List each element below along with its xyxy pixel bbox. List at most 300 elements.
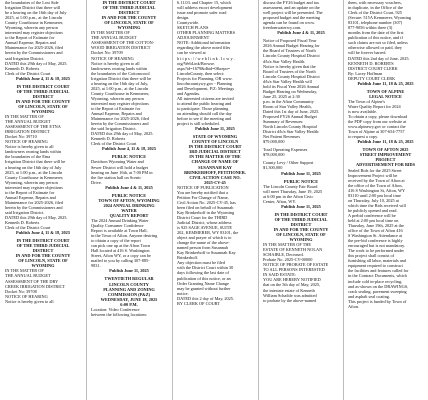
- notice-text-line: County Levy / Other Support: [263, 160, 314, 166]
- notice-text-line: Thursday, June 19th, 2025 at the: [348, 223, 404, 229]
- notice-text-line: Notice of Proposed Fiscal Year: [263, 38, 317, 44]
- notice-heading: IN THE DISTRICT COURT: [102, 0, 156, 5]
- notice-text-line: NOTICE OF PROBATE OF ESTATE: [263, 262, 329, 268]
- notice-text-line: freedomwaterwy.com.: [263, 25, 302, 31]
- notice-heading: WEDNESDAY, JUNE 18, 2025: [100, 296, 158, 302]
- notice-text-line: the said Irrigation District.: [91, 126, 137, 132]
- notice-text-line: will address escort development: [177, 5, 233, 11]
- notice-text-line: LincolnCounty, then select:: [177, 70, 225, 76]
- notice-text-line: SCHAIBLE, Deceased.: [263, 252, 304, 258]
- column-3: [174, 0, 256, 400]
- notice-text-line: Board of Trustees of the North: [263, 68, 316, 74]
- notice-heading: WYOMING: [117, 25, 141, 31]
- notice-text-line: Maintenance for 2025-2026, filed: [5, 45, 63, 51]
- notice-text-line: By: Lacey Hoffman: [348, 70, 383, 76]
- notice-text-line: in duplicate, in the Office of the: [348, 5, 403, 11]
- notice-text-line: THE ANNUAL BUDGET: [91, 35, 137, 41]
- notice-text-line: SKETCH PLANS: [177, 25, 209, 31]
- notice-heading: 2025-CV-45: [204, 179, 226, 185]
- notice-text-line: Wyoming, wherein any person: [5, 25, 58, 31]
- notice-heading: IN AND FOR THE COUNTY: [15, 98, 71, 104]
- notice-text-line: DATED this 29th day of May, 2025.: [5, 214, 68, 220]
- notice-text-line: aspx?id=1679&dbid=0&repo=: [177, 65, 231, 71]
- notice-text-line: (Secure: 515A Kemmerer, Wyoming: [348, 15, 411, 21]
- column-4: [260, 0, 342, 400]
- notice-heading: CIVIL ACTION CASE NO.: [189, 174, 241, 180]
- notice-text-line: Irrigation District that there will: [5, 5, 61, 11]
- notice-text-line: interested may register objections: [5, 184, 63, 190]
- publish-line: Publish June 4, 11 & 18, 2025: [16, 75, 70, 81]
- notice-text-line: 9831.: [91, 263, 101, 269]
- notice-text-line: to attend the public hearing and: [177, 100, 232, 106]
- notice-heading: IN THE DISTRICT COURT: [274, 211, 328, 217]
- notice-text-line: Notice is hereby given to all: [5, 144, 54, 150]
- notice-heading: PUBLIC NOTICE: [111, 154, 147, 160]
- notice-heading: OF LINCOLN, STATE OF: [276, 232, 326, 238]
- notice-text-line: months from the date of the first: [348, 30, 404, 36]
- notice-text-line: can pick one up at the Afton Town: [91, 243, 151, 249]
- notice-text-line: The Lincoln County Fair Board: [263, 183, 318, 189]
- notice-text-line: the pre-bid conference is highly: [348, 238, 403, 244]
- publish-line: Publish June 4 & 11, 2025: [277, 30, 325, 36]
- notice-text-line: Street, Afton WY, or a copy can be: [91, 253, 151, 259]
- notice-text-line: NOTE: Additional information: [177, 40, 231, 46]
- notice-text-line: with the District Court within 30: [177, 265, 234, 271]
- notice-text-line: DISTRICT COURT CLERK: [348, 65, 398, 71]
- notice-text-line: The work to be performed under: [348, 248, 404, 254]
- notice-text-line: lincolncountywy.gov - Planning: [177, 80, 232, 86]
- notice-text-line: Clerk of the District Court: [5, 70, 51, 76]
- notice-text-line: which time the Bids received will: [348, 202, 406, 208]
- notice-text-line: ASSESSMENT OF THE COTTON-: [91, 40, 155, 46]
- notice-text-line: publication of this notice, and if: [348, 35, 403, 41]
- notice-heading: TOWN OF ALPINE: [366, 88, 405, 94]
- publish-line: Publish June 11, 2025: [109, 268, 149, 274]
- notice-text-line: be publicly opened and read.: [348, 207, 398, 213]
- publish-line: Publish June 11, 2025: [281, 203, 321, 209]
- notice-heading: IN THE DISTRICT COURT: [16, 238, 70, 244]
- notice-heading: OF LINCOLN, STATE OF: [18, 103, 68, 109]
- notice-text-line: CREEK IRRIGATION DISTRICT: [5, 283, 66, 289]
- notice-text-line: before to see if the meeting and: [177, 116, 232, 122]
- publish-line: Publish June 4, 11 & 18, 2025: [102, 146, 156, 152]
- notice-text-line: Clerk of the District Court: [5, 225, 51, 231]
- notice-text-line: www.alpinewy.gov or contact the: [348, 124, 406, 130]
- notice-heading: ADVERTISEMENT FOR BIDS: [356, 162, 415, 168]
- notice-heading: COUNTY OF LINCOLN: [191, 139, 239, 145]
- notice-text-line: ESTATE OF KENNETH NOLAN: [263, 247, 323, 253]
- notice-text-line: Notice is hereby given to all: [5, 298, 54, 304]
- notice-text-line: Notice is hereby given that the: [263, 63, 316, 69]
- notice-text-line: DATED this 29th day of May, 2025.: [5, 60, 68, 66]
- notice-text-line: $1,300,000: [263, 165, 283, 171]
- notice-text-line: ASSESSMENT OF THE DRY: [5, 278, 59, 284]
- notice-text-line: d/b/a Star Valley Health.: [263, 58, 306, 64]
- column-divider: [86, 0, 87, 400]
- notice-heading: 6:00 P.M.: [120, 301, 138, 307]
- notice-heading: IN AND FOR THE COUNTY: [273, 226, 329, 232]
- notice-heading: OF LINCOLN, STATE OF: [18, 258, 68, 264]
- notice-heading: IN THE MATTER OF THE: [189, 154, 241, 160]
- notice-text-line: h t t p s : / / w e b l i n k . l c w y .: [177, 55, 235, 61]
- notice-text-line: to participate. Those planning: [177, 105, 229, 111]
- notice-text-line: IRRIGATION DISTRICT: [5, 129, 50, 135]
- notice-heading: PUBLIC NOTICE: [111, 192, 147, 198]
- notice-text-line: Room of Star Valley Health,: [263, 103, 312, 109]
- notice-heading: TWENTIETH REGULAR: [104, 276, 154, 282]
- notice-text-line: To obtain a copy, please download: [348, 114, 408, 120]
- notice-text-line: A prebid conference will be: [348, 212, 396, 218]
- notice-text-line: 877-9056 within three (3): [348, 25, 393, 31]
- notice-text-line: IN THE MATTER OF: [5, 114, 44, 120]
- notice-heading: BRINKERHOFF, PETITIONER.: [184, 169, 246, 175]
- notice-text-line: will meet Thursday, June 19, 2025: [263, 188, 323, 194]
- notice-text-line: Judicial District, whose address: [177, 220, 232, 226]
- notice-text-line: org/WebLink/Browse.: [177, 60, 216, 66]
- notice-text-line: Total Operating Expenses: [263, 147, 308, 153]
- notice-text-line: The 2024 Annual Drinking Water: [91, 217, 149, 223]
- notice-text-line: You are hereby notified that a: [177, 189, 228, 195]
- notice-text-line: NOTICE OF PUBLICATION: [177, 184, 229, 190]
- notice-heading: COMMISSION (P&Z): [107, 291, 151, 297]
- notice-text-line: NOTICE OF HEARING: [91, 55, 134, 61]
- notice-text-line: Sewer District will hold a budget: [91, 164, 148, 170]
- publish-line: Publish June 4 & 11, 2025: [105, 184, 153, 190]
- notice-heading: PUBLIC NOTICE: [283, 178, 319, 184]
- notice-text-line: at 6:00 pm in the Afton Civic: [263, 193, 314, 199]
- notice-heading: IN THE DISTRICT COURT: [188, 144, 242, 150]
- notice-heading: LEGAL NOTICE: [369, 93, 402, 99]
- notice-text-line: change the name of the above-: [177, 240, 230, 246]
- notice-text-line: DATED this 2 day of May, 2025.: [177, 295, 235, 301]
- notice-text-line: Quality Consumer Confidence: [91, 223, 144, 229]
- notice-text-line: S Washington St. Attendance at: [348, 233, 403, 239]
- notice-text-line: Kenneth D. Roberts: [5, 220, 40, 226]
- notice-text-line: well project will be presented. The: [263, 10, 323, 16]
- notice-text-line: discuss the FY26 budget and tax: [263, 0, 319, 5]
- notice-text-line: to probate by the above-named: [263, 297, 317, 303]
- notice-text-line: the boundaries of the Lost Side: [5, 0, 59, 5]
- notice-text-line: Lincoln County Hospital District: [263, 73, 320, 79]
- notice-text-line: proposed budget and the meeting: [263, 15, 321, 21]
- notice-text-line: object and prayer of which is to: [177, 235, 232, 241]
- notice-text-line: ADJOURNMENT: [177, 35, 210, 41]
- notice-text-line: Wyoming, wherein any person: [5, 179, 58, 185]
- notice-heading: PROJECT: [375, 157, 396, 163]
- notice-text-line: Improvement Project will be: [348, 172, 398, 178]
- notice-text-line: herein by the Commissioners and: [5, 50, 63, 56]
- notice-heading: SUSANNAH KAY: [198, 164, 232, 170]
- notice-text-line: County Courthouse in Kemmerer,: [5, 174, 64, 180]
- notice-text-line: p.m. in the Afton Community: [263, 98, 314, 104]
- notice-heading: PLANNING AND ZONING: [103, 286, 155, 292]
- column-5: [345, 0, 426, 400]
- column-1: [2, 0, 84, 400]
- notice-heading: TOWN OF AFTON 2025: [362, 147, 409, 153]
- notice-text-line: Summary of Revenues:: [263, 119, 304, 125]
- notice-text-line: d/b/a Star Valley Health will: [263, 78, 312, 84]
- notice-text-line: 2025, at 1:00 p.m., at the Lincoln: [91, 85, 149, 91]
- notice-text-line: Projects for Planning, OR www.: [177, 75, 233, 81]
- notice-text-line: on attending should call the day: [177, 111, 232, 117]
- notice-text-line: regarding the above noted files: [177, 45, 231, 51]
- notice-text-line: County Courthouse in Kemmerer,: [91, 90, 150, 96]
- notice-text-line: Town of Alpine at 307-654-7757: [348, 129, 405, 135]
- notice-text-line: interested may register objections: [91, 100, 149, 106]
- notice-heading: CHANGE OF NAME OF: [191, 159, 239, 165]
- notice-text-line: Sealed Bids for the 2025 Street: [348, 167, 402, 173]
- notice-text-line: Kay Brinkerhoff in the Wyoming: [177, 209, 235, 215]
- notice-text-line: notice.: [177, 290, 189, 296]
- notice-heading: WATER: [121, 207, 137, 213]
- notice-text-line: Annual Expense, Repairs and: [91, 111, 142, 117]
- notice-text-line: is 925 SAGE AVENUE, SUITE: [177, 225, 232, 231]
- notice-text-line: ASSESSMENT OF THE ETNA: [5, 124, 61, 130]
- notice-text-line: herein by the Commissioners and: [91, 121, 149, 127]
- notice-heading: OF THE THIRD JUDICIAL: [16, 88, 70, 94]
- notice-text-line: been filed on behalf of Susannah: [177, 204, 234, 210]
- notice-text-line: DEPUTY COURT CLERK: [348, 75, 396, 81]
- notice-text-line: Countywide.: [177, 20, 200, 26]
- notice-heading: IN THE DISTRICT COURT: [16, 83, 70, 89]
- notice-heading: IN AND FOR THE COUNTY: [101, 15, 157, 21]
- notice-text-line: Wyoming, wherein any person: [91, 95, 144, 101]
- notice-text-line: the fire station hall on Scenic: [91, 174, 142, 180]
- notice-text-line: Notice is hereby given to all: [91, 60, 140, 66]
- notice-text-line: Net Patient Revenues: [263, 134, 300, 140]
- notice-text-line: received by the Town of Afton at: [348, 177, 405, 183]
- notice-text-line: and Development, P/Z: Meetings: [177, 85, 235, 91]
- notice-text-line: said Irrigation District.: [5, 55, 45, 61]
- notice-text-line: hearing on June 16th, at 7:00 PM in: [91, 169, 153, 175]
- notice-text-line: BY CLERK OF COURT: [177, 300, 220, 306]
- notice-text-line: Location: Video Conference: [91, 306, 140, 312]
- notice-text-line: Docket No: 39708: [5, 288, 37, 294]
- publish-line: Publish June 4, 11 & 18, 2025: [16, 230, 70, 236]
- notice-text-line: on Thursday, July 10, 2025 at: [348, 197, 399, 203]
- notice-text-line: North Lincoln County Hospital: [263, 124, 317, 130]
- notice-text-line: and as-shown on the DRAWINGS,: [348, 283, 409, 289]
- notice-text-line: issue and promote safer road: [177, 10, 227, 16]
- notice-text-line: the intestate estate of Kenneth: [263, 287, 315, 293]
- publish-line: Publish June 11, 18 & 25, 2025: [357, 80, 414, 86]
- notice-text-line: can be viewed at: [177, 50, 206, 56]
- notice-heading: TOWN OF AFTON, WYOMING: [98, 197, 160, 203]
- notice-text-line: may be granted without further: [177, 285, 231, 291]
- notice-text-line: $79,000,000: [263, 139, 285, 145]
- notice-text-line: WOOD IRRIGATION DISTRICT: [91, 45, 151, 51]
- notice-heading: STREET IMPROVEMENT: [359, 152, 412, 158]
- notice-text-line: design.: [177, 15, 190, 21]
- notice-text-line: 83110 until 2:00 pm local time: [348, 192, 401, 198]
- notice-text-line: this project shall consist of: [348, 253, 395, 259]
- notice-text-line: 202, KEMMERER, WY 83101, the: [177, 230, 239, 236]
- notice-text-line: be a hearing on the 16th day of July: [5, 10, 67, 16]
- notice-text-line: Kay Brinkerhoff to Susannah Kay: [177, 250, 236, 256]
- notice-text-line: Any objection must be filed: [177, 260, 225, 266]
- notice-heading: IN AND FOR THE COUNTY: [15, 253, 71, 259]
- publish-line: Publish June 11, 2025: [195, 126, 235, 132]
- notice-text-line: Irrigation District that there will be: [5, 159, 66, 165]
- notice-heading: STATE OF WYOMING: [192, 134, 238, 140]
- notice-text-line: is now available.: [348, 108, 377, 114]
- notice-heading: WYOMING: [31, 263, 55, 269]
- notice-text-line: the PDF copy from our website at: [348, 119, 407, 125]
- notice-text-line: THE ANNUAL BUDGET: [5, 273, 51, 279]
- notice-text-line: that on the 5th day of May, 2025,: [263, 282, 321, 288]
- notice-text-line: and asphalt seal coating.: [348, 293, 390, 299]
- notice-text-line: assessment, and an update on the: [263, 5, 320, 11]
- notice-text-line: Docket No: 39710: [5, 134, 37, 140]
- notice-text-line: a hearing on the 16th day of July,: [91, 80, 149, 86]
- notice-text-line: in the Contract Documents, which: [348, 273, 407, 279]
- notice-text-line: the office of the Town of Afton,: [348, 182, 403, 188]
- notice-text-line: NOTICE OF HEARING: [5, 139, 48, 145]
- column-2: [88, 0, 170, 400]
- column-divider: [258, 0, 259, 400]
- notice-text-line: a hearing on the 16th day of July: [5, 164, 62, 170]
- notice-text-line: Afton.: [348, 303, 360, 309]
- notice-text-line: Center, Afton, WY.: [263, 198, 296, 204]
- notice-text-line: District d/b/a Star Valley Health:: [263, 129, 320, 135]
- notice-heading: WYOMING: [289, 237, 313, 243]
- notice-heading: OF LINCOLN, STATE OF: [104, 20, 154, 26]
- notice-text-line: include cold in-place recycling,: [348, 278, 403, 284]
- notice-text-line: Drive.: [91, 179, 102, 185]
- notice-text-line: interested may register objections: [5, 30, 63, 36]
- notice-text-line: THE ANNUAL BUDGET: [5, 119, 51, 125]
- notice-text-line: Clerk of the District Court: [91, 141, 137, 147]
- notice-text-line: IN THE MATTER OF: [91, 30, 130, 36]
- notice-text-line: Lincoln County Hospital District: [263, 53, 320, 59]
- notice-text-line: the boundaries of the Cottonwood: [91, 70, 150, 76]
- notice-text-line: landowners owning lands within: [5, 149, 61, 155]
- notice-text-line: mailed to you by calling 307-885-: [91, 258, 150, 264]
- notice-text-line: said Irrigation District.: [5, 209, 45, 215]
- notice-text-line: IN THE MATTER OF: [5, 268, 44, 274]
- notice-text-line: Report is available at Town Hall,: [91, 228, 148, 234]
- notice-text-line: Proposed FY26 Annual Budget: [263, 114, 317, 120]
- notice-text-line: will be forever barred.: [348, 50, 387, 56]
- notice-text-line: held at 2:00 pm local time on: [348, 217, 399, 223]
- notice-text-line: Kenneth D. Roberts: [5, 65, 40, 71]
- notice-text-line: 416 S Washington St, Afton, WY: [348, 187, 406, 193]
- notice-text-line: Maintenance for 2025-2026, filed: [91, 116, 149, 122]
- notice-text-line: landowners owning lands within: [91, 65, 147, 71]
- notice-text-line: Water Quality Report for 2024: [348, 103, 401, 109]
- notice-text-line: Civil Action No. 2025-CV-45, has: [177, 199, 236, 205]
- notice-text-line: District Court for the THIRD: [177, 214, 228, 220]
- column-divider: [172, 0, 173, 400]
- notice-text-line: Davidson Wyoming Water and: [91, 159, 144, 165]
- notice-text-line: to the Report of Estimate for: [91, 105, 141, 111]
- notice-text-line: office of the Town of Afton 416: [348, 228, 403, 234]
- notice-text-line: 83101, telephone number (307): [348, 20, 403, 26]
- notice-text-line: DATED this 2nd day of June, 2025.: [348, 55, 410, 61]
- notice-heading: QUALITY REPORT: [109, 212, 149, 218]
- notice-text-line: IN THE MATTER OF THE: [263, 242, 312, 248]
- notice-text-line: Maintenance for 2025-2026, filed: [5, 199, 63, 205]
- notice-text-line: to the Report of Estimate for: [5, 189, 55, 195]
- notice-text-line: days following the last date of: [177, 270, 229, 276]
- notice-text-line: TO ALL PERSONS INTERESTED: [263, 267, 325, 273]
- notice-text-line: herein by the Commissioners and: [5, 204, 63, 210]
- notice-heading: LINCOLN COUNTY: [109, 281, 149, 287]
- notice-text-line: Probate No. 2025-CV-00000: [263, 257, 313, 263]
- notice-text-line: DATED this 29th day of May, 2025.: [91, 131, 154, 137]
- notice-heading: DISTRICT: [32, 93, 54, 99]
- notice-text-line: such claims are not so filed, unless: [348, 40, 408, 46]
- notice-text-line: furnishing all labor, materials and: [348, 258, 406, 264]
- notice-text-line: otherwise allowed or paid, they: [348, 45, 403, 51]
- notice-text-line: equipment required to construct: [348, 263, 403, 269]
- notice-text-line: Order Granting Name Change: [177, 280, 229, 286]
- notice-text-line: named person from Susannah: [177, 245, 228, 251]
- notice-heading: OF THE THIRD JUDICIAL: [16, 243, 70, 249]
- notice-heading: OF THE THIRD JUDICIAL: [274, 216, 328, 222]
- notice-text-line: the facilities and features called for: [348, 268, 409, 274]
- notice-text-line: 2025, at 1:00 p.m., at the Lincoln: [5, 169, 63, 175]
- notice-text-line: County Courthouse in Kemmerer,: [5, 20, 64, 26]
- notice-heading: DISTRICT: [290, 221, 312, 227]
- notice-text-line: OTHER PLANNING MATTERS: [177, 30, 236, 36]
- notice-text-line: NOTICE OF HEARING: [5, 293, 48, 299]
- notice-heading: DISTRICT: [118, 10, 140, 16]
- notice-text-line: KENNETH D. ROBERTS: [348, 60, 394, 66]
- notice-text-line: publication of this notice, or an: [177, 275, 231, 281]
- notice-text-line: 2025, at 1:00 p.m., at the Lincoln: [5, 15, 63, 21]
- notice-text-line: Docket No: 39709: [91, 50, 123, 56]
- notice-heading: DISTRICT: [32, 248, 54, 254]
- notice-text-line: The Town of Alpine's: [348, 98, 386, 104]
- notice-text-line: hold its Fiscal Year 2026 Annual: [263, 83, 320, 89]
- notice-text-line: June 25, 2025 at 2:30: [263, 93, 300, 99]
- notice-heading: 3RD JUDICIAL DISTRICT: [189, 149, 241, 155]
- notice-text-line: Clerk of the District Court, 925: [348, 10, 402, 16]
- notice-text-line: IN SAID ESTATE:: [263, 272, 297, 278]
- notice-text-line: them, with necessary vouchers,: [348, 0, 402, 5]
- notice-text-line: William Schaible was admitted: [263, 292, 317, 298]
- notice-heading: OF THE THIRD JUDICIAL: [102, 5, 156, 11]
- notice-text-line: to the Report of Estimate for: [5, 35, 55, 41]
- notice-text-line: agenda can be found on www.: [263, 20, 315, 26]
- publish-line: Publish June 11, 2025: [281, 170, 321, 176]
- notice-text-line: encouraged but is not mandatory.: [348, 243, 406, 249]
- notice-text-line: to request a copy.: [348, 134, 379, 140]
- notice-heading: WYOMING: [31, 108, 55, 114]
- column-divider: [343, 0, 344, 400]
- notice-text-line: Irrigation District that there will be: [91, 75, 152, 81]
- notice-text-line: crack sealing, pavement sweeping: [348, 288, 407, 294]
- notice-text-line: 2026 Annual Budget Hearing for: [263, 43, 320, 49]
- notice-text-line: the boundaries of the Etna: [5, 154, 51, 160]
- notice-text-line: This project is funded by Town of: [348, 298, 407, 304]
- notice-text-line: Annual Expense, Repairs and: [5, 194, 56, 200]
- notice-text-line: All interested citizens are invited: [177, 95, 234, 101]
- notice-text-line: Dated this 1st day of June, 2025.: [263, 108, 320, 114]
- notice-text-line: Budget Hearing on Wednesday,: [263, 88, 318, 94]
- notice-text-line: and Agendas.: [177, 90, 201, 96]
- notice-text-line: 6.11.03. and Chapter 15, which: [177, 0, 231, 5]
- notice-text-line: Kenneth D. Roberts: [91, 136, 126, 142]
- notice-text-line: between the following locations:: [91, 311, 148, 317]
- notice-text-line: $78,000,000: [263, 152, 285, 158]
- notice-text-line: YOU ARE HEREBY NOTIFIED: [263, 277, 321, 283]
- notice-text-line: in the Town of Afton. Anyone desiring: [91, 233, 158, 239]
- notice-text-line: Annual Expense, Repairs and: [5, 40, 56, 46]
- notice-heading: 2024 ANNUAL DRINKING: [103, 202, 155, 208]
- notice-text-line: to obtain a copy of the report: [91, 238, 141, 244]
